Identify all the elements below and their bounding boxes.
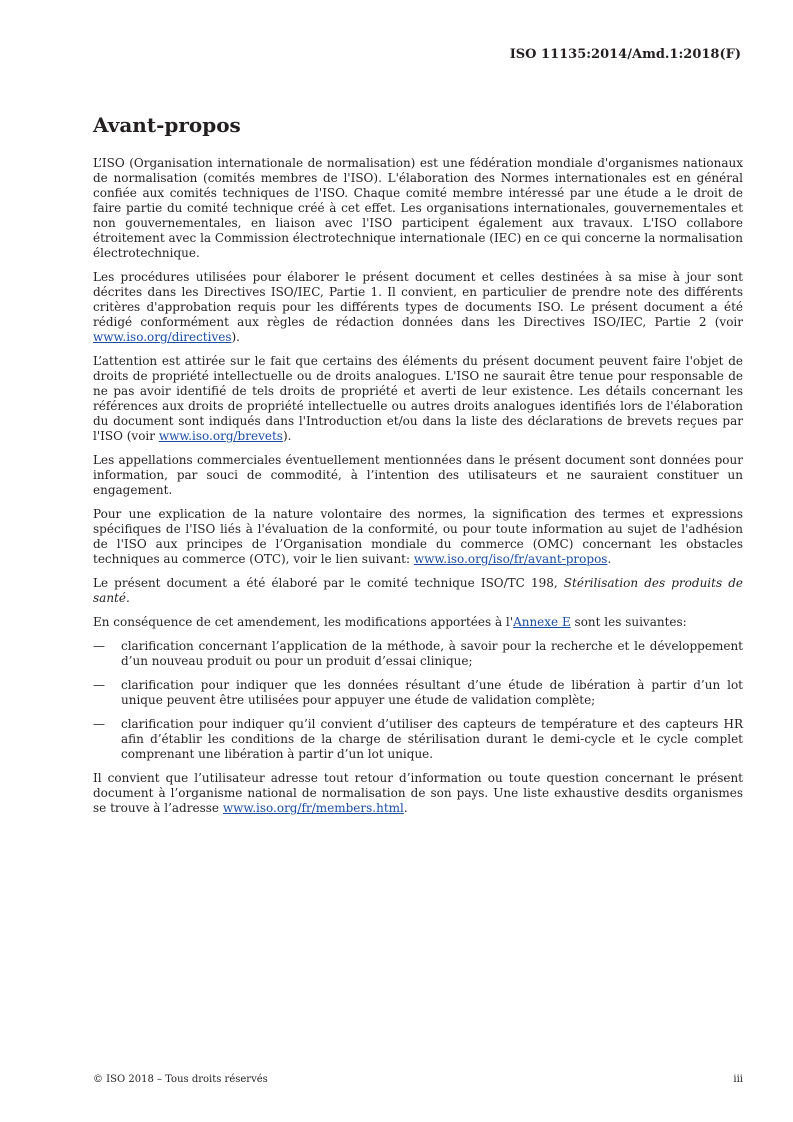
- copyright-notice: © ISO 2018 – Tous droits réservés: [93, 1074, 268, 1085]
- document-id: ISO 11135:2014/Amd.1:2018(F): [509, 47, 741, 62]
- list-item: — clarification concernant l’application de la méthode, à savoir pour la recherche et le développement d’un nouveau produit ou pour un produit d’essai clinique;: [93, 639, 743, 669]
- page-footer: [93, 1074, 743, 1085]
- paragraph-committee: Le présent document a été élaboré par le comité technique ISO/TC 198, Stérilisation des produits de santé.: [93, 576, 744, 605]
- list-item: — clarification pour indiquer qu’il convient d’utiliser des capteurs de température et des capteurs HR afin d’établir les conditions de la charge de stérilisation durant le demi-cycle et le cycle complet comprenant une libération à partir d’un lot unique.: [93, 717, 743, 762]
- link-members[interactable]: www.iso.org/fr/members.html: [222, 801, 404, 815]
- paragraph-feedback: Il convient que l’utilisateur adresse tout retour d’information ou toute question concernant le présent document à l’organisme national de normalisation de son pays. Une liste exhaustive desdits organismes se trouve à l’adresse www.iso.org/fr/members.html.: [93, 771, 743, 815]
- committee-title: Stérilisation des produits de santé.: [93, 576, 744, 605]
- list-item: — clarification pour indiquer que les données résultant d’une étude de libération à partir d’un lot unique peuvent être utilisées pour appuyer une étude de validation complète;: [93, 678, 743, 708]
- paragraph-iso-intro: L’ISO (Organisation internationale de normalisation) est une fédération mondiale d'organismes nationaux de normalisation (comités membres de l'ISO). L'élaboration des Normes internationales est en général confiée aux comités techniques de l'ISO. Chaque comité membre intéressé par une étude a le droit de faire partie du comité technique créé à cet effet. Les organisations internationales, gouvernementales et non gouvernementales, en liaison avec l'ISO participent également aux travaux. L'ISO collabore étroitement avec la Commission électrotechnique internationale (IEC) en ce qui concerne la normalisation électrotechnique.: [93, 156, 743, 260]
- foreword-body: [93, 156, 743, 825]
- paragraph-amendment-intro: En conséquence de cet amendement, les modifications apportées à l'Annexe E sont les suivantes:: [93, 615, 687, 629]
- link-annexe-e[interactable]: Annexe E: [513, 615, 571, 629]
- amendment-list: [93, 639, 743, 762]
- paragraph-trade-names: Les appellations commerciales éventuellement mentionnées dans le présent document sont données pour information, par souci de commodité, à l’intention des utilisateurs et ne sauraient constituer un engagement.: [93, 453, 743, 497]
- paragraph-voluntary-nature: Pour une explication de la nature volontaire des normes, la signification des termes et expressions spécifiques de l'ISO liés à l'évaluation de la conformité, ou pour toute information au sujet de l'adhésion de l'ISO aux principes de l’Organisation mondiale du commerce (OMC) concernant les obstacles techniques au commerce (OTC), voir le lien suivant: www.iso.org/iso/fr/avant-propos.: [93, 507, 743, 566]
- paragraph-procedures: Les procédures utilisées pour élaborer le présent document et celles destinées à sa mise à jour sont décrites dans les Directives ISO/IEC, Partie 1. Il convient, en particulier de prendre note des différents critères d'approbation requis pour les différents types de documents ISO. Le présent document a été rédigé conformément aux règles de rédaction données dans les Directives ISO/IEC, Partie 2 (voir www.iso.org/directives).: [93, 270, 743, 344]
- link-avant-propos[interactable]: www.iso.org/iso/fr/avant-propos: [413, 552, 608, 566]
- page-number: iii: [733, 1074, 743, 1085]
- page-title: Avant-propos: [93, 113, 241, 137]
- link-directives[interactable]: www.iso.org/directives: [93, 330, 232, 344]
- link-brevets[interactable]: www.iso.org/brevets: [158, 429, 283, 443]
- paragraph-patents: L’attention est attirée sur le fait que certains des éléments du présent document peuvent faire l'objet de droits de propriété intellectuelle ou de droits analogues. L'ISO ne saurait être tenue pour responsable de ne pas avoir identifié de tels droits de propriété et averti de leur existence. Les détails concernant les références aux droits de propriété intellectuelle ou autres droits analogues identifiés lors de l'élaboration du document sont indiqués dans l'Introduction et/ou dans la liste des déclarations de brevets reçues par l'ISO (voir www.iso.org/brevets).: [93, 354, 743, 443]
